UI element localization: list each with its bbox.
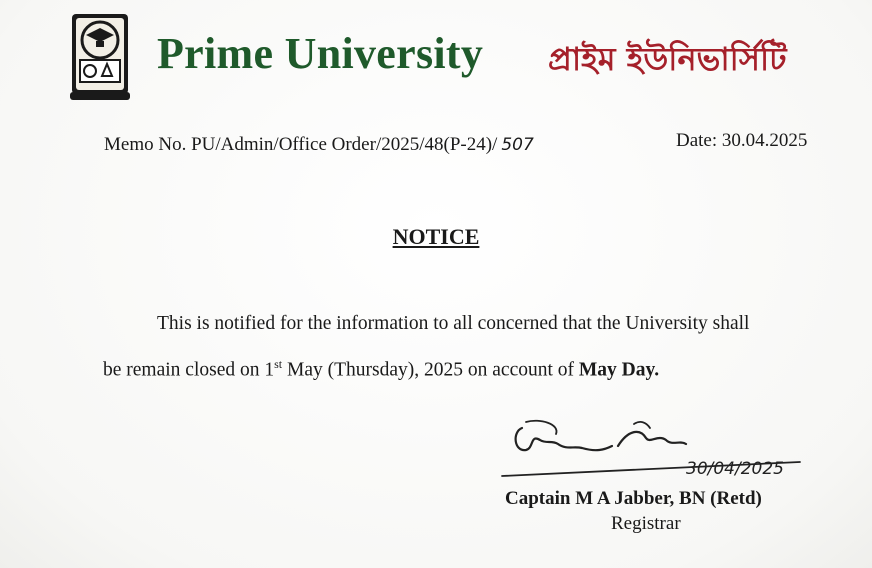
- line2-text-before: be remain closed on 1: [103, 359, 275, 381]
- university-name-en: Prime University: [157, 29, 484, 78]
- signature-handwritten-date: 30/04/2025: [686, 459, 784, 479]
- memo-date: Date: 30.04.2025: [676, 130, 808, 151]
- university-crest-icon: [66, 10, 134, 102]
- line2-text-mid: May (Thursday), 2025 on account of: [282, 359, 579, 381]
- holiday-name: May Day.: [578, 359, 660, 381]
- notice-heading: NOTICE: [392, 224, 480, 249]
- notice-body-line-1: This is notified for the information to all concerned that the University shall: [157, 313, 750, 334]
- memo-handwritten-number: 507: [501, 135, 534, 155]
- memo-line: [104, 134, 534, 156]
- ordinal-suffix: st: [274, 357, 283, 371]
- university-name-bn: প্রাইম ইউনিভার্সিটি: [548, 40, 787, 78]
- registrar-signature: [500, 410, 820, 482]
- memo-number-label: Memo No. PU/Admin/Office Order/2025/48(P-24)/: [104, 134, 498, 155]
- notice-body-line-2: [103, 352, 823, 383]
- registrar-title: Registrar: [611, 513, 681, 534]
- registrar-name: Captain M A Jabber, BN (Retd): [505, 488, 762, 509]
